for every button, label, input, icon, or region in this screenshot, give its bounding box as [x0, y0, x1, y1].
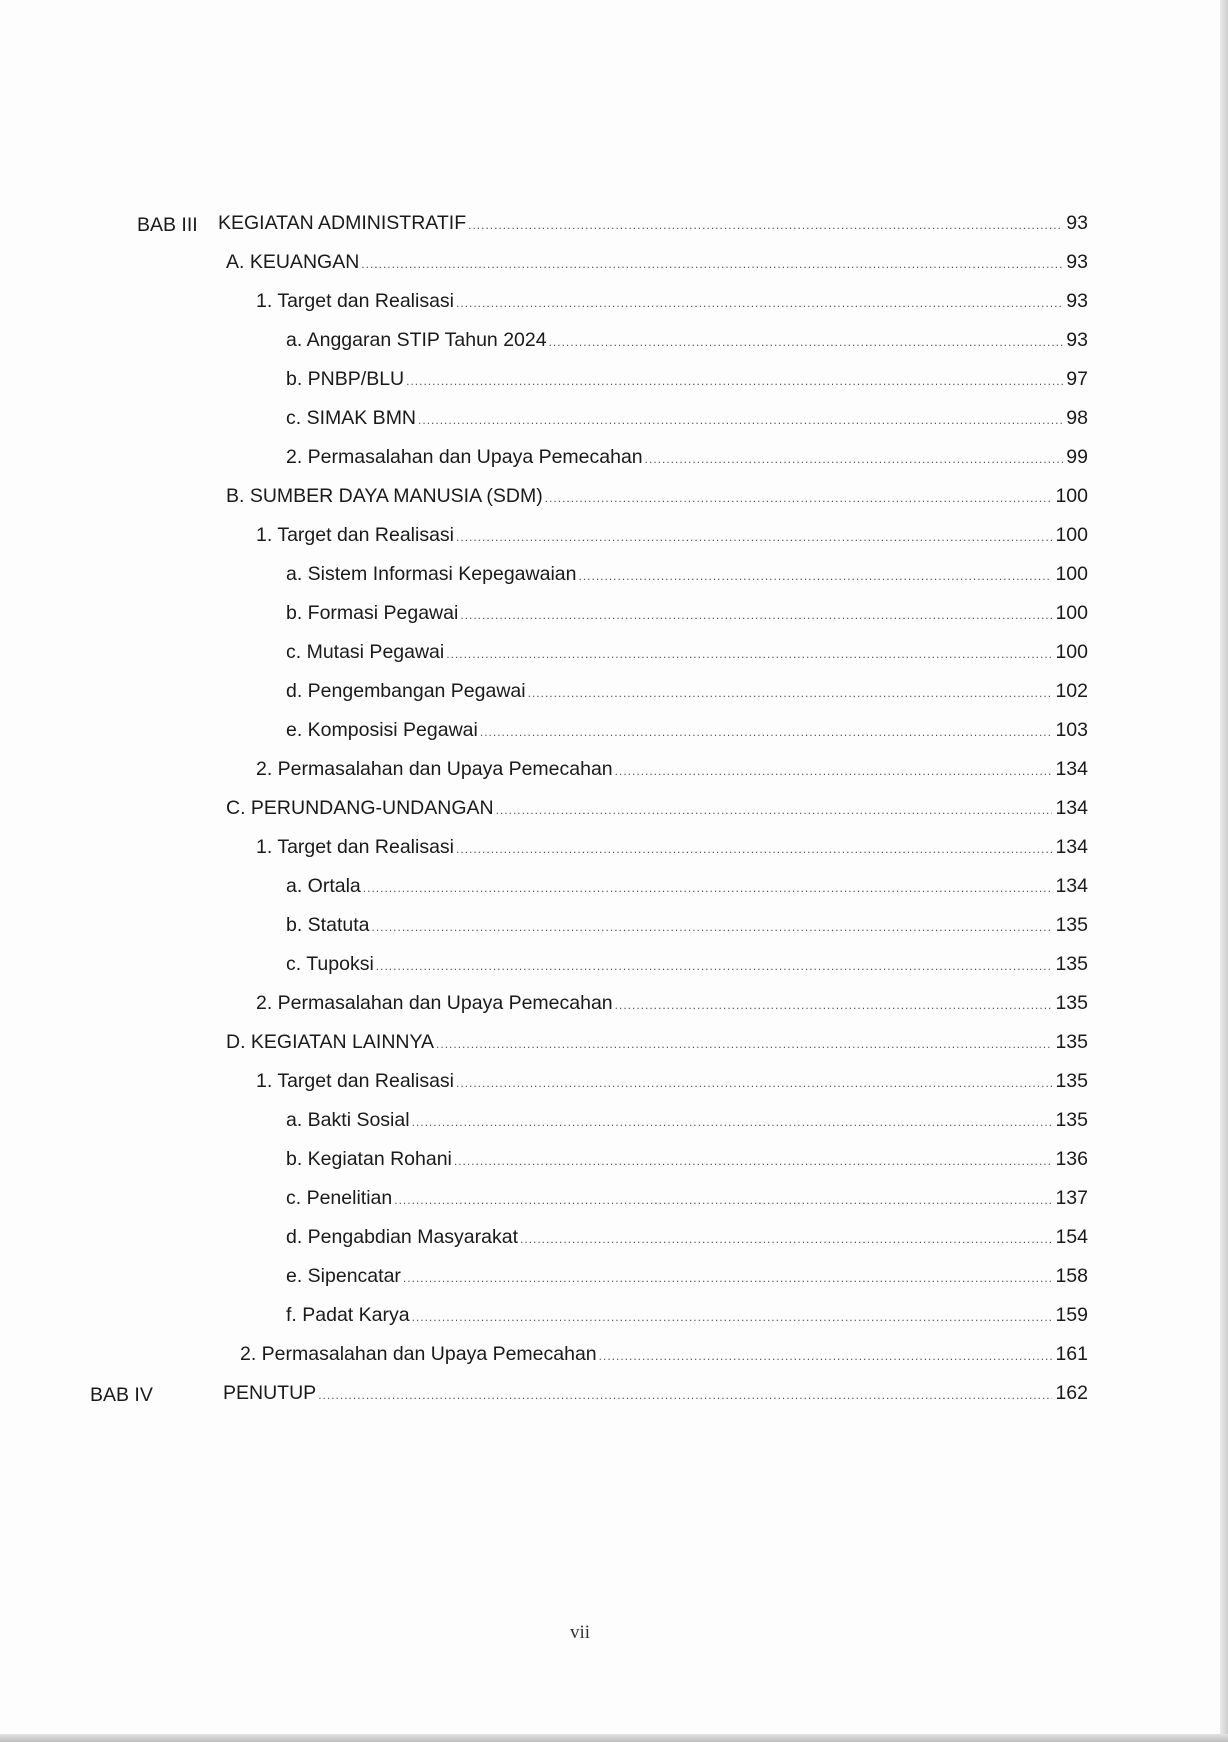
- toc-entry-page: 135: [1055, 992, 1088, 1014]
- chapter-label: BAB III: [137, 214, 198, 236]
- dot-leader: [456, 842, 1052, 856]
- toc-entry[interactable]: [256, 836, 1088, 868]
- toc-entry[interactable]: [286, 1109, 1088, 1141]
- toc-entry-label: b. Statuta: [286, 914, 370, 936]
- dot-leader: [412, 1310, 1053, 1324]
- toc-entry-page: 134: [1055, 836, 1088, 858]
- toc-entry-page: 100: [1055, 524, 1088, 546]
- toc-entry-label: a. Bakti Sosial: [286, 1109, 410, 1131]
- toc-entry[interactable]: [226, 797, 1088, 829]
- toc-entry-page: 135: [1055, 1109, 1088, 1131]
- dot-leader: [403, 1271, 1053, 1285]
- dot-leader: [456, 530, 1052, 544]
- toc-entry-page: 100: [1055, 485, 1088, 507]
- toc-entry[interactable]: [226, 251, 1088, 283]
- toc-entry-page: 162: [1055, 1382, 1088, 1404]
- toc-entry-label: b. Formasi Pegawai: [286, 602, 459, 624]
- toc-entry-label: 2. Permasalahan dan Upaya Pemecahan: [286, 446, 643, 468]
- toc-entry-page: 135: [1055, 1031, 1088, 1053]
- toc-entry-label: a. Anggaran STIP Tahun 2024: [286, 329, 547, 351]
- toc-entry-page: 100: [1055, 602, 1088, 624]
- dot-leader: [418, 413, 1063, 427]
- dot-leader: [520, 1232, 1052, 1246]
- toc-entry-page: 100: [1055, 641, 1088, 663]
- toc-entry[interactable]: [286, 953, 1088, 985]
- toc-entry-label: 1. Target dan Realisasi: [256, 524, 455, 546]
- dot-leader: [376, 959, 1053, 973]
- toc-entry-page: 134: [1055, 797, 1088, 819]
- toc-entry-label: f. Padat Karya: [286, 1304, 410, 1326]
- toc-entry[interactable]: [226, 1031, 1088, 1063]
- toc-entry-page: 97: [1066, 368, 1088, 390]
- toc-entry-page: 99: [1066, 446, 1088, 468]
- dot-leader: [496, 803, 1053, 817]
- toc-entry-page: 100: [1055, 563, 1088, 585]
- dot-leader: [318, 1388, 1052, 1402]
- toc-entry-label: b. PNBP/BLU: [286, 368, 405, 390]
- dot-leader: [406, 374, 1063, 388]
- page-number: vii: [569, 1622, 591, 1643]
- chapter-label: BAB IV: [90, 1384, 153, 1406]
- toc-entry[interactable]: [286, 329, 1088, 361]
- toc-entry-label: 2. Permasalahan dan Upaya Pemecahan: [256, 758, 613, 780]
- toc-entry-label: e. Sipencatar: [286, 1265, 401, 1287]
- toc-entry[interactable]: [286, 875, 1088, 907]
- dot-leader: [456, 296, 1063, 310]
- toc-entry-page: 159: [1055, 1304, 1088, 1326]
- toc-entry-label: b. Kegiatan Rohani: [286, 1148, 452, 1170]
- toc-entry-label: 2. Permasalahan dan Upaya Pemecahan: [240, 1343, 597, 1365]
- toc-entry-page: 93: [1066, 329, 1088, 351]
- dot-leader: [371, 920, 1052, 934]
- toc-entry-page: 102: [1055, 680, 1088, 702]
- toc-entry[interactable]: [286, 563, 1088, 595]
- dot-leader: [456, 1076, 1052, 1090]
- dot-leader: [446, 647, 1052, 661]
- page-edge-right: [1220, 0, 1228, 1742]
- toc-entry-label: PENUTUP: [223, 1382, 317, 1404]
- toc-entry[interactable]: [286, 1304, 1088, 1336]
- toc-entry[interactable]: [286, 1187, 1088, 1219]
- dot-leader: [460, 608, 1052, 622]
- dot-leader: [361, 257, 1063, 271]
- toc-entry[interactable]: [286, 446, 1088, 478]
- dot-leader: [545, 491, 1053, 505]
- dot-leader: [412, 1115, 1053, 1129]
- toc-entry-label: 1. Target dan Realisasi: [256, 836, 455, 858]
- toc-entry-page: 135: [1055, 914, 1088, 936]
- toc-entry-label: 1. Target dan Realisasi: [256, 290, 455, 312]
- toc-entry-label: c. SIMAK BMN: [286, 407, 417, 429]
- toc-entry-label: e. Komposisi Pegawai: [286, 719, 478, 741]
- toc-entry-page: 93: [1066, 251, 1088, 273]
- dot-leader: [480, 725, 1053, 739]
- toc-entry[interactable]: [286, 641, 1088, 673]
- toc-entry[interactable]: [286, 719, 1088, 751]
- toc-entry-label: A. KEUANGAN: [226, 251, 360, 273]
- dot-leader: [436, 1037, 1052, 1051]
- toc-entry-page: 93: [1066, 290, 1088, 312]
- toc-entry[interactable]: [256, 524, 1088, 556]
- toc-entry[interactable]: [286, 368, 1088, 400]
- toc-entry-page: 134: [1055, 758, 1088, 780]
- page-edge-bottom: [0, 1734, 1228, 1742]
- toc-entry-page: 93: [1066, 212, 1088, 234]
- dot-leader: [615, 998, 1053, 1012]
- toc-entry[interactable]: [256, 290, 1088, 322]
- toc-entry-label: 2. Permasalahan dan Upaya Pemecahan: [256, 992, 613, 1014]
- toc-entry-page: 103: [1055, 719, 1088, 741]
- toc-entry-label: B. SUMBER DAYA MANUSIA (SDM): [226, 485, 543, 507]
- dot-leader: [363, 881, 1053, 895]
- toc-entry[interactable]: [286, 680, 1088, 712]
- dot-leader: [394, 1193, 1052, 1207]
- toc-entry-label: c. Mutasi Pegawai: [286, 641, 445, 663]
- toc-entry-page: 154: [1055, 1226, 1088, 1248]
- toc-entry[interactable]: [286, 1265, 1088, 1297]
- toc-entry[interactable]: [256, 758, 1088, 790]
- toc-entry[interactable]: [240, 1343, 1088, 1375]
- dot-leader: [645, 452, 1064, 466]
- toc-entry-page: 137: [1055, 1187, 1088, 1209]
- toc-entry-label: a. Ortala: [286, 875, 361, 897]
- toc-entry-label: a. Sistem Informasi Kepegawaian: [286, 563, 577, 585]
- toc-entry-page: 158: [1055, 1265, 1088, 1287]
- dot-leader: [528, 686, 1053, 700]
- dot-leader: [454, 1154, 1053, 1168]
- toc-entry-label: d. Pengabdian Masyarakat: [286, 1226, 518, 1248]
- toc-entry-label: c. Penelitian: [286, 1187, 393, 1209]
- toc-entry-page: 135: [1055, 953, 1088, 975]
- toc-entry[interactable]: [286, 1226, 1088, 1258]
- toc-entry[interactable]: [226, 485, 1088, 517]
- toc-entry-page: 135: [1055, 1070, 1088, 1092]
- dot-leader: [578, 569, 1052, 583]
- toc-entry-label: C. PERUNDANG-UNDANGAN: [226, 797, 494, 819]
- toc-entry-label: c. Tupoksi: [286, 953, 374, 975]
- dot-leader: [468, 218, 1063, 232]
- dot-leader: [599, 1349, 1053, 1363]
- dot-leader: [615, 764, 1053, 778]
- toc-entry-page: 161: [1055, 1343, 1088, 1365]
- toc-entry[interactable]: [286, 407, 1088, 439]
- toc-entry-page: 136: [1055, 1148, 1088, 1170]
- toc-entry[interactable]: [286, 914, 1088, 946]
- toc-entry[interactable]: [286, 602, 1088, 634]
- toc-entry[interactable]: [256, 992, 1088, 1024]
- toc-entry-label: KEGIATAN ADMINISTRATIF: [218, 212, 467, 234]
- toc-entry-page: 98: [1066, 407, 1088, 429]
- toc-entry[interactable]: [218, 212, 1088, 244]
- toc-entry[interactable]: [256, 1070, 1088, 1102]
- dot-leader: [549, 335, 1064, 349]
- toc-entry[interactable]: [286, 1148, 1088, 1180]
- toc-entry-page: 134: [1055, 875, 1088, 897]
- toc-entry-label: D. KEGIATAN LAINNYA: [226, 1031, 435, 1053]
- toc-entry-label: d. Pengembangan Pegawai: [286, 680, 526, 702]
- toc-entry[interactable]: [223, 1382, 1088, 1414]
- toc-entry-label: 1. Target dan Realisasi: [256, 1070, 455, 1092]
